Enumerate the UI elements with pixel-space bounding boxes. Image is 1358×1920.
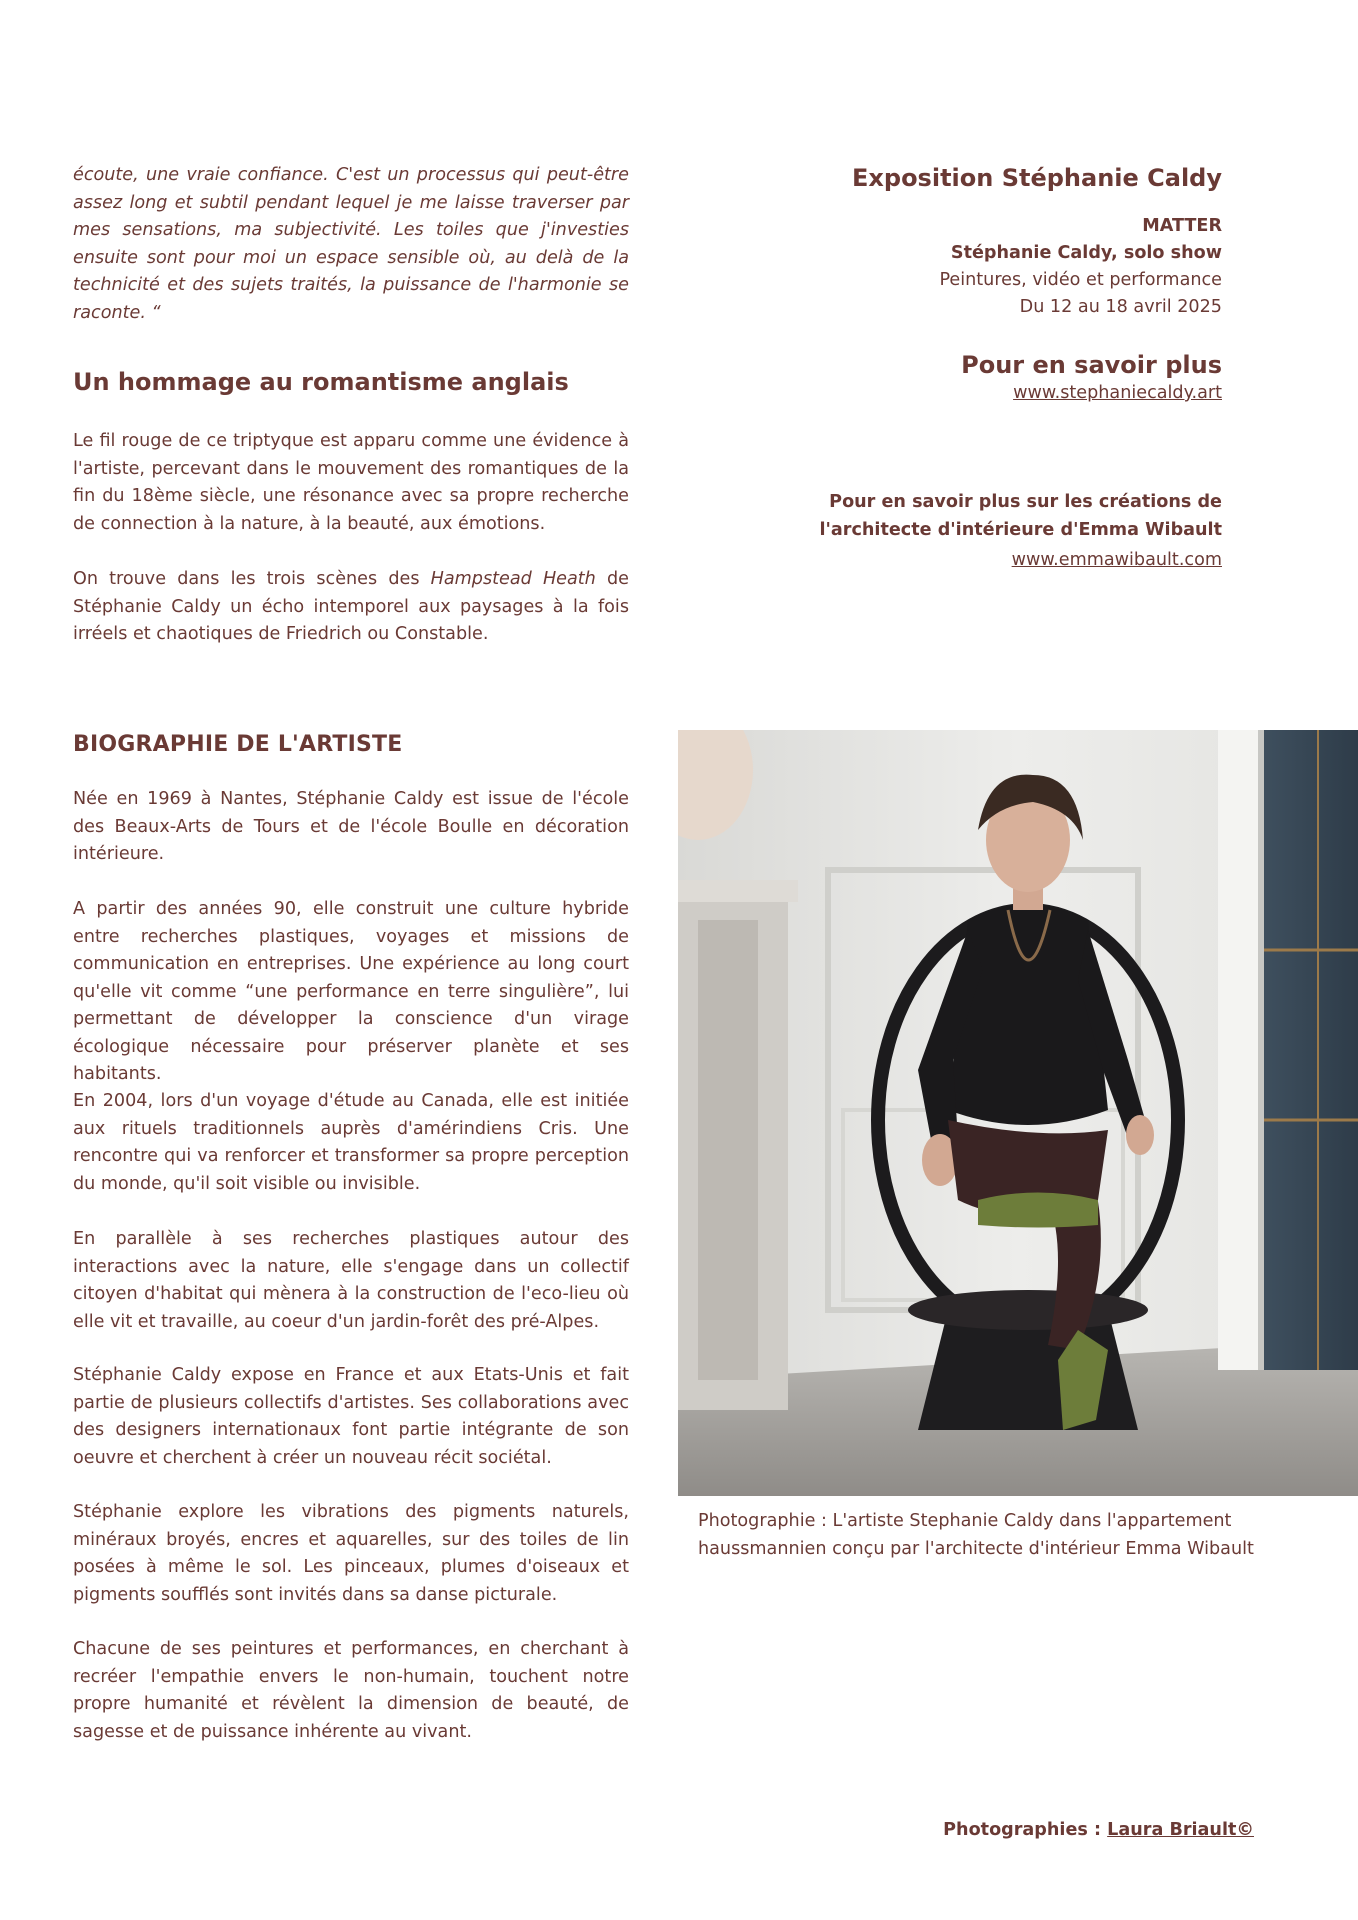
romantisme-paragraph-1: Le fil rouge de ce triptyque est apparu comme une évidence à l'artiste, percevant dans le mouvement des romantiques de la fin du 18ème siècle, une résonance avec sa propre recherche de connection à la nature, à la beauté, aux émotions.: [73, 431, 629, 534]
bio-paragraph-5: Stéphanie Caldy expose en France et aux Etats-Unis et fait partie de plusieurs collectifs d'artistes. Ses collaborations avec des designers internationaux font partie intégrante de son oeuvre et cherchent à créer un nouveau récit sociétal.: [73, 1365, 629, 1468]
photo-credits-label: Photographies :: [943, 1820, 1108, 1840]
bio-paragraph-6: Stéphanie explore les vibrations des pigments naturels, minéraux broyés, encres et aquarelles, sur des toiles de lin posées à même le sol. Les pinceaux, plumes d'oiseaux et pigments soufflés sont invités dans sa danse picturale.: [73, 1502, 629, 1605]
hampstead-heath-title: Hampstead Heath: [430, 569, 596, 589]
exposition-info: [760, 163, 1222, 321]
more-info-heading: Pour en savoir plus: [961, 351, 1222, 379]
exposition-title: Exposition Stéphanie Caldy: [852, 164, 1222, 192]
exposition-subtitle: Stéphanie Caldy, solo show: [950, 243, 1222, 263]
romantisme-p2-start: On trouve dans les trois scènes des: [73, 569, 431, 589]
more-info: [760, 350, 1222, 406]
photo-credits: [760, 1820, 1254, 1840]
bio-paragraph-7: Chacune de ses peintures et performances, en cherchant à recréer l'empathie envers le non-humain, touchent notre propre humanité et révèlent la dimension de beauté, de sagesse et de puissance inhérente au vivant.: [73, 1639, 629, 1742]
photographer-link[interactable]: Laura Briault©: [1107, 1820, 1254, 1840]
emma-info-line-1: Pour en savoir plus sur les créations de: [829, 492, 1222, 512]
romantisme-paragraph-2: [73, 566, 629, 649]
bio-heading: BIOGRAPHIE DE L'ARTISTE: [73, 732, 403, 757]
bio-paragraph-1: Née en 1969 à Nantes, Stéphanie Caldy est issue de l'école des Beaux-Arts de Tours et de l'école Boulle en décoration intérieure.: [73, 789, 629, 864]
section-heading-romantisme: Un hommage au romantisme anglais: [73, 368, 569, 396]
exposition-media: Peintures, vidéo et performance: [939, 270, 1222, 290]
intro-quote: écoute, une vraie confiance. C'est un processus qui peut-être assez long et subtil pendant lequel je me laisse traverser par mes sensations, ma subjectivité. Les toiles que j'investies ensuite sont pour moi un espace sensible où, au delà de la technicité et des sujets traités, la puissance de l'harmonie se raconte. “: [73, 165, 629, 323]
bio-paragraph-2: A partir des années 90, elle construit une culture hybride entre recherches plastiques, voyages et missions de communication en entreprises. Une expérience au long court qu'elle vit comme “une performance en terre singulière”, lui permettant de développer la conscience d'un virage écologique nécessaire pour préserver planète et ses habitants.: [73, 899, 629, 1084]
exposition-name: MATTER: [1142, 216, 1222, 236]
stephaniecaldy-link[interactable]: www.stephaniecaldy.art: [1013, 383, 1222, 403]
emma-info: [760, 488, 1222, 576]
photo-caption: [698, 1508, 1298, 1563]
romantisme-p2-end: de Stéphanie Caldy un écho intemporel aux paysages à la fois irréels et chaotiques de Friedrich ou Constable.: [73, 569, 629, 644]
emma-info-line-2: l'architecte d'intérieure d'Emma Wibault: [819, 520, 1222, 540]
emmawibault-link[interactable]: www.emmawibault.com: [1011, 550, 1222, 570]
bio-paragraph-4: En parallèle à ses recherches plastiques autour des interactions avec la nature, elle s'engage dans un collectif citoyen d'habitat qui mènera à la construction de l'eco-lieu où elle vit et travaille, au coeur d'un jardin-forêt des pré-Alpes.: [73, 1229, 629, 1332]
exposition-dates: Du 12 au 18 avril 2025: [1019, 297, 1222, 317]
bio-paragraph-3: En 2004, lors d'un voyage d'étude au Canada, elle est initiée aux rituels traditionnels auprès d'amérindiens Cris. Une rencontre qui va renforcer et transformer sa propre perception du monde, qu'il soit visible ou invisible.: [73, 1091, 629, 1194]
photo-caption-line-1: Photographie : L'artiste Stephanie Caldy dans l'appartement: [698, 1511, 1232, 1531]
photo-caption-line-2: haussmannien conçu par l'architecte d'intérieur Emma Wibault: [698, 1538, 1254, 1559]
artist-photo: [678, 730, 1358, 1496]
